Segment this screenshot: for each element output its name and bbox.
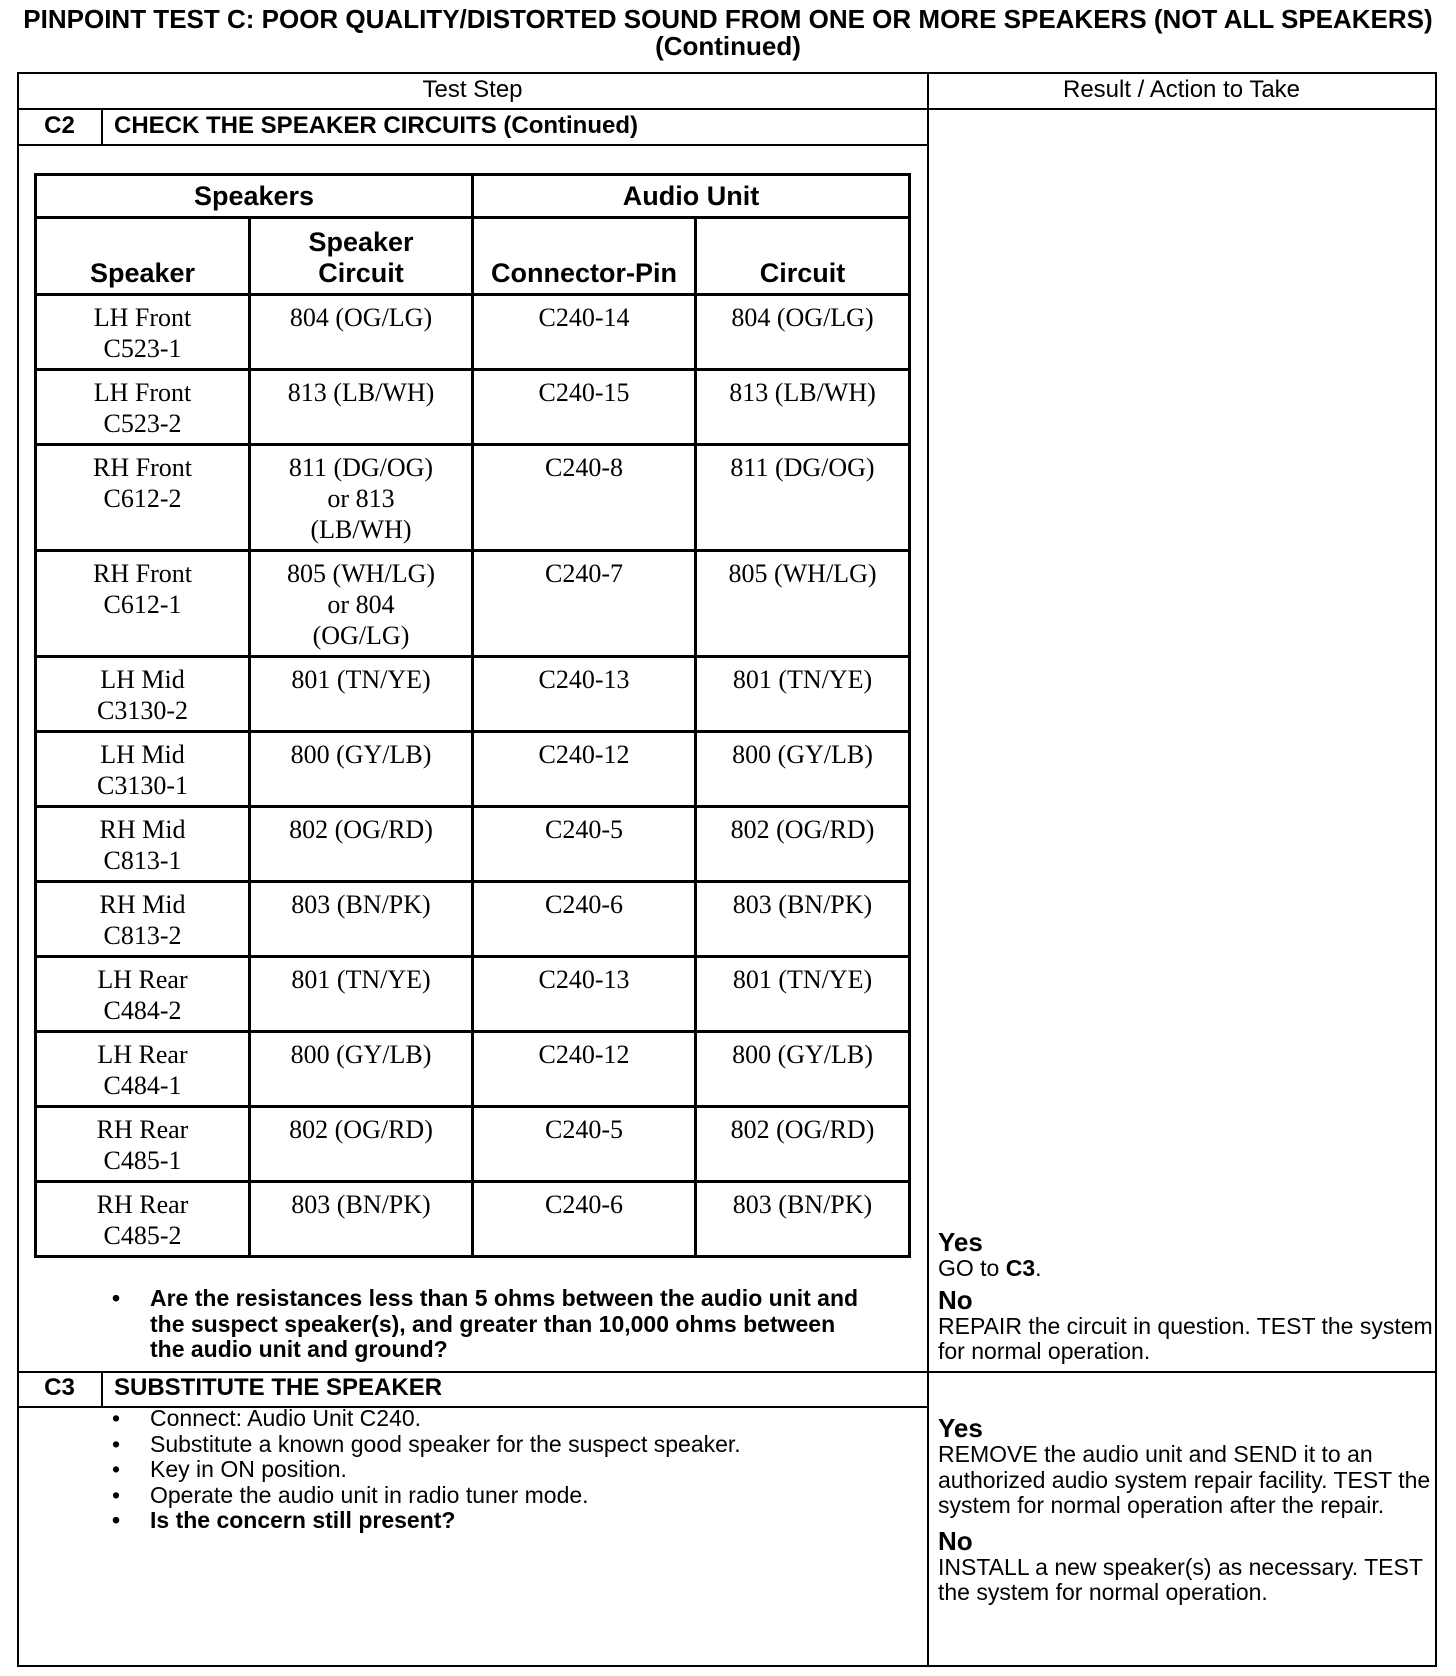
cell-circuit: 801 (TN/YE): [696, 657, 910, 732]
cell-circuit: 801 (TN/YE): [696, 957, 910, 1032]
c2-question: [110, 1286, 870, 1363]
step-number-c2: C2: [44, 112, 75, 139]
cell-circuit: 804 (OG/LG): [696, 295, 910, 370]
cell-circuit: 802 (OG/RD): [696, 807, 910, 882]
cell-speaker-line: LH Front: [93, 303, 192, 332]
cell-circuit: 802 (OG/RD): [696, 1107, 910, 1182]
cell-circuit: 813 (LB/WH): [696, 370, 910, 445]
header-rule: [17, 108, 1437, 110]
c3-bullet-item: • Operate the audio unit in radio tuner mode.: [110, 1483, 910, 1509]
cell-speaker: [36, 1107, 250, 1182]
cell-connector-pin: C240-12: [473, 1032, 696, 1107]
c3-no-text: INSTALL a new speaker(s) as necessary. TEST the system for normal operation.: [938, 1553, 1423, 1605]
cell-speaker: [36, 1182, 250, 1257]
result-header: Result / Action to Take: [1062, 76, 1301, 103]
column-divider: [927, 72, 929, 1666]
cell-connector-pin: C240-6: [473, 882, 696, 957]
cell-speaker-line: C813-2: [103, 921, 182, 950]
column-header-speaker: Speaker: [36, 218, 250, 295]
cell-speaker-line: C612-2: [103, 484, 182, 513]
cell-speaker: [36, 732, 250, 807]
cell-speaker-line: RH Mid: [99, 815, 186, 844]
cell-speaker-line: C813-1: [103, 846, 182, 875]
frame-left: [17, 72, 19, 1666]
cell-speaker-circuit: [250, 807, 473, 882]
cell-connector-pin: C240-5: [473, 1107, 696, 1182]
table-row: [36, 1182, 910, 1257]
table-row: [36, 732, 910, 807]
cell-speaker-circuit: [250, 445, 473, 551]
cell-speaker-line: C523-2: [103, 409, 182, 438]
cell-speaker-circuit-line: 803 (BN/PK): [291, 890, 431, 919]
cell-speaker-line: RH Mid: [99, 890, 186, 919]
cell-speaker-line: C485-2: [103, 1221, 182, 1250]
c2-title-rule: [17, 144, 928, 146]
column-header-circuit: Circuit: [696, 218, 910, 295]
cell-circuit: 811 (DG/OG): [696, 445, 910, 551]
cell-speaker-circuit: [250, 1107, 473, 1182]
c2-result: [938, 1228, 1438, 1365]
cell-speaker-circuit: [250, 882, 473, 957]
frame-bottom: [17, 1665, 1437, 1667]
frame-top: [17, 72, 1437, 74]
cell-speaker: [36, 882, 250, 957]
cell-speaker-circuit: [250, 1032, 473, 1107]
c2-number-divider: [101, 108, 103, 145]
table-row: [36, 295, 910, 370]
cell-circuit: 803 (BN/PK): [696, 882, 910, 957]
cell-speaker-circuit-line: 811 (DG/OG): [288, 453, 434, 482]
cell-speaker-circuit: [250, 732, 473, 807]
c3-bullet-item: • Is the concern still present?: [110, 1508, 910, 1534]
cell-speaker-line: RH Rear: [96, 1115, 189, 1144]
table-row: [36, 882, 910, 957]
cell-connector-pin: C240-14: [473, 295, 696, 370]
cell-speaker: [36, 1032, 250, 1107]
c3-bullet-item: • Key in ON position.: [110, 1457, 910, 1483]
table-row: [36, 957, 910, 1032]
step-title-c2: CHECK THE SPEAKER CIRCUITS (Continued): [114, 112, 638, 139]
cell-circuit: 803 (BN/PK): [696, 1182, 910, 1257]
table-row: [36, 445, 910, 551]
cell-speaker: [36, 295, 250, 370]
cell-speaker-line: RH Front: [93, 559, 192, 588]
cell-speaker-circuit-line: 800 (GY/LB): [290, 740, 432, 769]
group-header-speakers: Speakers: [36, 175, 473, 218]
cell-speaker-line: LH Rear: [97, 1040, 188, 1069]
c3-bullet-item: • Connect: Audio Unit C240.: [110, 1406, 910, 1432]
cell-speaker-line: LH Rear: [97, 965, 188, 994]
c2-question-list: [110, 1286, 870, 1363]
c2-question-text: • Are the resistances less than 5 ohms between the audio unit and the suspect speaker(s), and greater than 10,000 ohms between the audio unit and ground?: [110, 1286, 870, 1363]
cell-speaker-line: C3130-1: [97, 771, 188, 800]
cell-speaker-circuit: [250, 1182, 473, 1257]
cell-speaker-circuit-line: 801 (TN/YE): [291, 965, 431, 994]
cell-speaker: [36, 445, 250, 551]
c2-yes-end: .: [1035, 1255, 1042, 1281]
c3-no-label: No: [938, 1525, 973, 1556]
cell-speaker-line: C3130-2: [97, 696, 188, 725]
cell-connector-pin: C240-6: [473, 1182, 696, 1257]
cell-circuit: 800 (GY/LB): [696, 732, 910, 807]
table-row: [36, 1032, 910, 1107]
cell-speaker-line: C523-1: [103, 334, 182, 363]
cell-speaker-circuit-line: 804 (OG/LG): [289, 303, 433, 332]
cell-speaker: [36, 807, 250, 882]
c3-result: [938, 1414, 1438, 1606]
cell-speaker-line: RH Front: [93, 453, 192, 482]
column-header-speaker-circuit: [250, 218, 473, 295]
cell-connector-pin: C240-8: [473, 445, 696, 551]
table-row: [36, 370, 910, 445]
table-row: [36, 657, 910, 732]
cell-speaker-circuit: [250, 370, 473, 445]
test-step-header: Test Step: [422, 76, 523, 103]
cell-speaker-line: C484-1: [103, 1071, 182, 1100]
cell-connector-pin: C240-15: [473, 370, 696, 445]
step-number-c3: C3: [44, 1374, 75, 1401]
cell-connector-pin: C240-13: [473, 657, 696, 732]
cell-speaker-circuit: [250, 551, 473, 657]
cell-speaker-line: RH Rear: [96, 1190, 189, 1219]
cell-circuit: 805 (WH/LG): [696, 551, 910, 657]
cell-speaker-circuit: [250, 657, 473, 732]
cell-connector-pin: C240-13: [473, 957, 696, 1032]
c2-yes-text: GO to: [938, 1255, 1006, 1281]
cell-speaker-circuit-line: or 813: [327, 484, 395, 513]
cell-speaker: [36, 657, 250, 732]
cell-speaker-line: C485-1: [103, 1146, 182, 1175]
cell-speaker: [36, 551, 250, 657]
c2-no-text: REPAIR the circuit in question. TEST the system for normal operation.: [938, 1312, 1433, 1364]
cell-speaker: [36, 957, 250, 1032]
c3-bullet-list: [110, 1406, 910, 1534]
column-header-speaker-circuit-line2: Circuit: [318, 258, 404, 288]
cell-speaker-circuit: [250, 957, 473, 1032]
cell-speaker-circuit-line: 802 (OG/RD): [289, 1115, 433, 1144]
c3-yes-label: Yes: [938, 1413, 983, 1443]
cell-speaker-circuit-line: 803 (BN/PK): [291, 1190, 431, 1219]
step-title-c3: SUBSTITUTE THE SPEAKER: [114, 1374, 443, 1401]
c2-no-label: No: [938, 1284, 973, 1315]
cell-speaker-circuit-line: 800 (GY/LB): [290, 1040, 432, 1069]
c3-yes-text: REMOVE the audio unit and SEND it to an authorized audio system repair facility. TEST the system for normal operation after the repair.: [938, 1441, 1431, 1518]
cell-speaker-circuit: [250, 295, 473, 370]
c3-top-rule: [17, 1371, 1437, 1373]
c2-yes-ref: C3: [1005, 1255, 1036, 1281]
cell-connector-pin: C240-5: [473, 807, 696, 882]
cell-speaker-circuit-line: (OG/LG): [312, 621, 410, 650]
speaker-circuit-table: [34, 173, 911, 1258]
cell-speaker-line: C484-2: [103, 996, 182, 1025]
cell-speaker-circuit-line: (LB/WH): [310, 515, 412, 544]
cell-speaker-circuit-line: 801 (TN/YE): [291, 665, 431, 694]
c3-bullet-item: • Substitute a known good speaker for the suspect speaker.: [110, 1432, 910, 1458]
cell-speaker-line: LH Mid: [100, 740, 185, 769]
cell-speaker-line: LH Front: [93, 378, 192, 407]
table-row: [36, 1107, 910, 1182]
column-header-speaker-circuit-line1: Speaker: [308, 227, 414, 257]
cell-speaker-circuit-line: 805 (WH/LG): [286, 559, 435, 588]
cell-speaker-circuit-line: 813 (LB/WH): [287, 378, 435, 407]
page-title: PINPOINT TEST C: POOR QUALITY/DISTORTED SOUND FROM ONE OR MORE SPEAKERS (NOT ALL SPEAKERS) (Continued): [23, 4, 1433, 61]
c3-number-divider: [101, 1371, 103, 1407]
c2-yes-label: Yes: [938, 1227, 983, 1257]
cell-circuit: 800 (GY/LB): [696, 1032, 910, 1107]
cell-speaker-circuit-line: or 804: [327, 590, 395, 619]
cell-connector-pin: C240-12: [473, 732, 696, 807]
cell-speaker: [36, 370, 250, 445]
cell-speaker-circuit-line: 802 (OG/RD): [289, 815, 433, 844]
column-header-connector-pin: Connector-Pin: [473, 218, 696, 295]
table-row: [36, 551, 910, 657]
cell-connector-pin: C240-7: [473, 551, 696, 657]
group-header-audio-unit: Audio Unit: [473, 175, 910, 218]
cell-speaker-line: C612-1: [103, 590, 182, 619]
table-row: [36, 807, 910, 882]
c2-yes-action: [938, 1256, 1438, 1282]
cell-speaker-line: LH Mid: [100, 665, 185, 694]
